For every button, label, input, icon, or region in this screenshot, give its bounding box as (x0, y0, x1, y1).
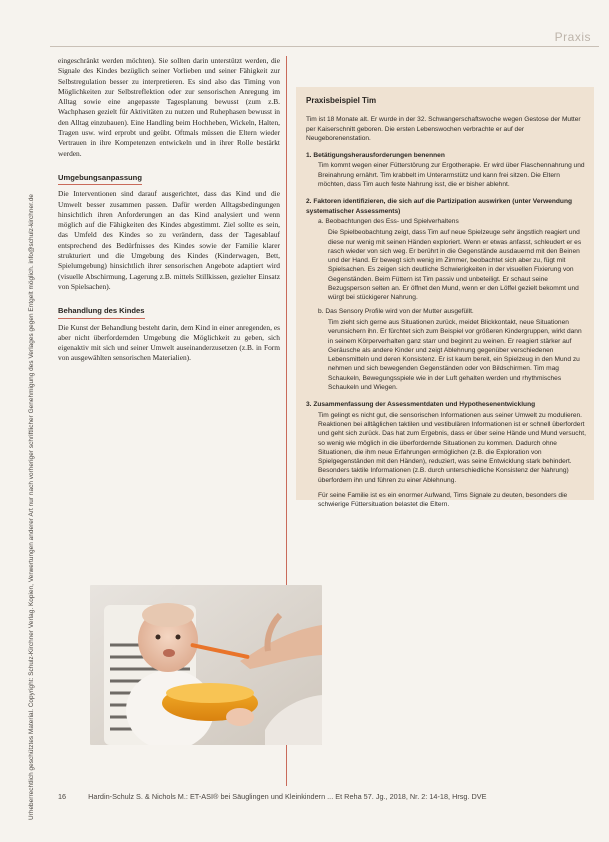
section-header: Praxis (554, 30, 591, 44)
section-1-title: 1. Betätigungsherausforderungen benennen (306, 152, 445, 160)
header-rule (50, 46, 599, 47)
section-2a-title: a. Beobachtungen des Ess- und Spielverhaltens (318, 217, 459, 225)
case-intro: Tim ist 18 Monate alt. Er wurde in der 32. Schwangerschaftswoche wegen Gestose der Mutter per Kaiserschnitt geboren. Die ersten Lebenswochen verbrachte er auf der Neugeborenenstation. (306, 116, 581, 142)
baby-feeding-photo (90, 585, 322, 745)
section-1-body: Tim kommt wegen einer Fütterstörung zur Ergotherapie. Er wird über Flaschennahrung und Breinahrung ernährt. Tim krabbelt im Unterarmstütz und kann frei sitzen. Die Eltern möchten, dass Tim auch feste Nahrung isst, die er bisher ablehnt. (318, 162, 585, 189)
paragraph-intro: eingeschränkt werden möchten). Sie sollten darin unterstützt werden, die Signale des Kindes bezüglich seiner Vorlieben und seiner Fähigkeit zur Selbstregulation besser zu interpretieren. Es sind also das Timing von Möglichkeiten zur Selbstreflektion oder zur sensorischen Anregung im Alltag sowie eine angepasste Tagesplanung bewusst (zum z.B. Wachphasen gezielt für Aktivitäten zu nutzen und Ruhephasen bewusst in den Alltag einzubauen). Eine Handling beim Hochheben, Wickeln, Halten, Tragen usw. wird erprobt und geübt. Oftmals müssen die Eltern wieder Vertrauen in ihre Kompetenzen entwickeln und in ihrer Rolle bestärkt werden. (58, 56, 280, 158)
left-column (58, 56, 280, 370)
section-3-body-2: Für seine Familie ist es ein enormer Aufwand, Tims Signale zu deuten, besonders die schwierige Füttersituation belastet die Eltern. (318, 491, 568, 509)
heading-behandlung: Behandlung des Kindes (58, 306, 145, 318)
section-3-body: Tim gelingt es nicht gut, die sensorischen Informationen aus seiner Umwelt zu modulieren. Reaktionen bei alltäglichen taktilen und vestibulären Informationen ist er schnell überfordert und geht sich zurück. Das hat zum Ergebnis, dass er über seine Hände und Mund versucht, so wenig wie möglich in die überfordernde Situationen zu kommen. Dadurch ohne Situationen, die ihm neue Erfahrungen ermöglichen (z.B. die Exploration von Spielgegenständen mit den Händen), reduziert, was seine Entwicklung stark behindert. Besonders taktile Informationen (z.B. durch unterschiedliche Konsistenz der Nahrung) überfordern ihn und führen zu einer Ablehnung. (318, 411, 586, 484)
section-2b-body: Tim zieht sich gerne aus Situationen zurück, meidet Blickkontakt, neue Situationen verunsichern ihn. Er fürchtet sich zum Beispiel vor größeren Kindergruppen, wirkt dann in seinem Körperverhalten ganz starr und beginnt zu weinen. Er reagiert stärker auf Geräusche als andere Kinder und zeigt Ablehnung gegenüber verschiedenen Lebensmitteln und deren Konsistenz. Er ist kaum bereit, ein Spielzeug in den Mund zu nehmen und sich bewegenden Gegenständen oder von Bildschirmen. Tim mag Schaukeln, Bewegungsspiele wie in der Luft gehalten werden und rhythmisches Schaukeln und Wiegen. (328, 318, 582, 392)
copyright-sidebar (24, 60, 40, 820)
section-2-title: 2. Faktoren identifizieren, die sich auf die Partizipation auswirken (unter Verwendung systematischer Assessments) (306, 198, 573, 215)
paragraph-umgebung: Die Interventionen sind darauf ausgerichtet, dass das Kind und die Umwelt besser zusammen passen. Dafür werden Alltagsbedingungen hinsichtlich ihren Anforderungen an das Kind analysiert und wenn möglich auf die Fähigkeiten des Kindes abgestimmt. Ziel sollte es sein, das Umfeld des Kindes so zu verändern, dass der Tagesablauf entsprechend des Bedürfnisses des Kindes sowie der Familie klarer strukturiert und die Umgebung des Kindes (Kinderwagen, Bett, Spielumgebung) hinsichtlich ihrer sensorischen Angebote adaptiert wird (visuelle Abschirmung, Lagerung z.B. mittels Stillkissen, gezielter Einsatz von Spielsachen). (58, 189, 280, 291)
heading-umgebungsanpassung: Umgebungsanpassung (58, 173, 142, 185)
baby-feeding-illustration (90, 585, 322, 745)
citation: Hardin-Schulz S. & Nichols M.: ET-ASI® bei Säuglingen und Kleinkindern ... Et Reha 57. Jg., 2018, Nr. 2: 14-18, Hrsg. DVE (88, 792, 487, 801)
page-footer (58, 792, 487, 801)
section-2b-title: b. Das Sensory Profile wird von der Mutter ausgefüllt. (318, 307, 474, 315)
paragraph-behandlung: Die Kunst der Behandlung besteht darin, dem Kind in einer anregenden, es aber nicht überfordernden Umgebung die Möglichkeit zu geben, sich eigenaktiv mit sich und seiner Umwelt auseinanderzusetzen (z.B. in Form von ausgewählten sensorischen Materialien). (58, 322, 280, 363)
copyright-text: Urheberrechtlich geschütztes Material. Copyright: Schulz-Kirchner Verlag. Kopien, Verwertungen anderer Art nur nach vorheriger schriftlicher Genehmigung des Verlages gegen Entgelt möglich. info@schulz-kirchner.de (28, 194, 35, 820)
case-study-content (306, 96, 588, 516)
section-2a-body: Die Spielbeobachtung zeigt, dass Tim auf neue Spielzeuge sehr ängstlich reagiert und diese nur wenig mit seinen Händen exploriert. Wenn er etwas anfasst, schleudert er es rasch wieder von sich weg. Er berührt in die Gegenstände ausdauernd mit den Beinen und der Hand. Er bewegt sich wenig im Zimmer, beobachtet sich aber zu, fügt mit Spielsachen. Es zeigen sich deutliche Schwierigkeiten in der visuellen Fixierung von Gegenständen. Beim Füttern ist Tim passiv und unbeteiligt. Er schaut seine Bezugsperson selten an. Er öffnet den Mund, wenn er den Löffel gezielt bekommt und würgt bei stückigerer Nahrung. (328, 229, 582, 302)
case-study-title: Praxisbeispiel Tim (306, 96, 377, 105)
page-number: 16 (58, 792, 67, 801)
section-3-title: 3. Zusammenfassung der Assessmentdaten und Hypothesenentwicklung (306, 401, 536, 409)
